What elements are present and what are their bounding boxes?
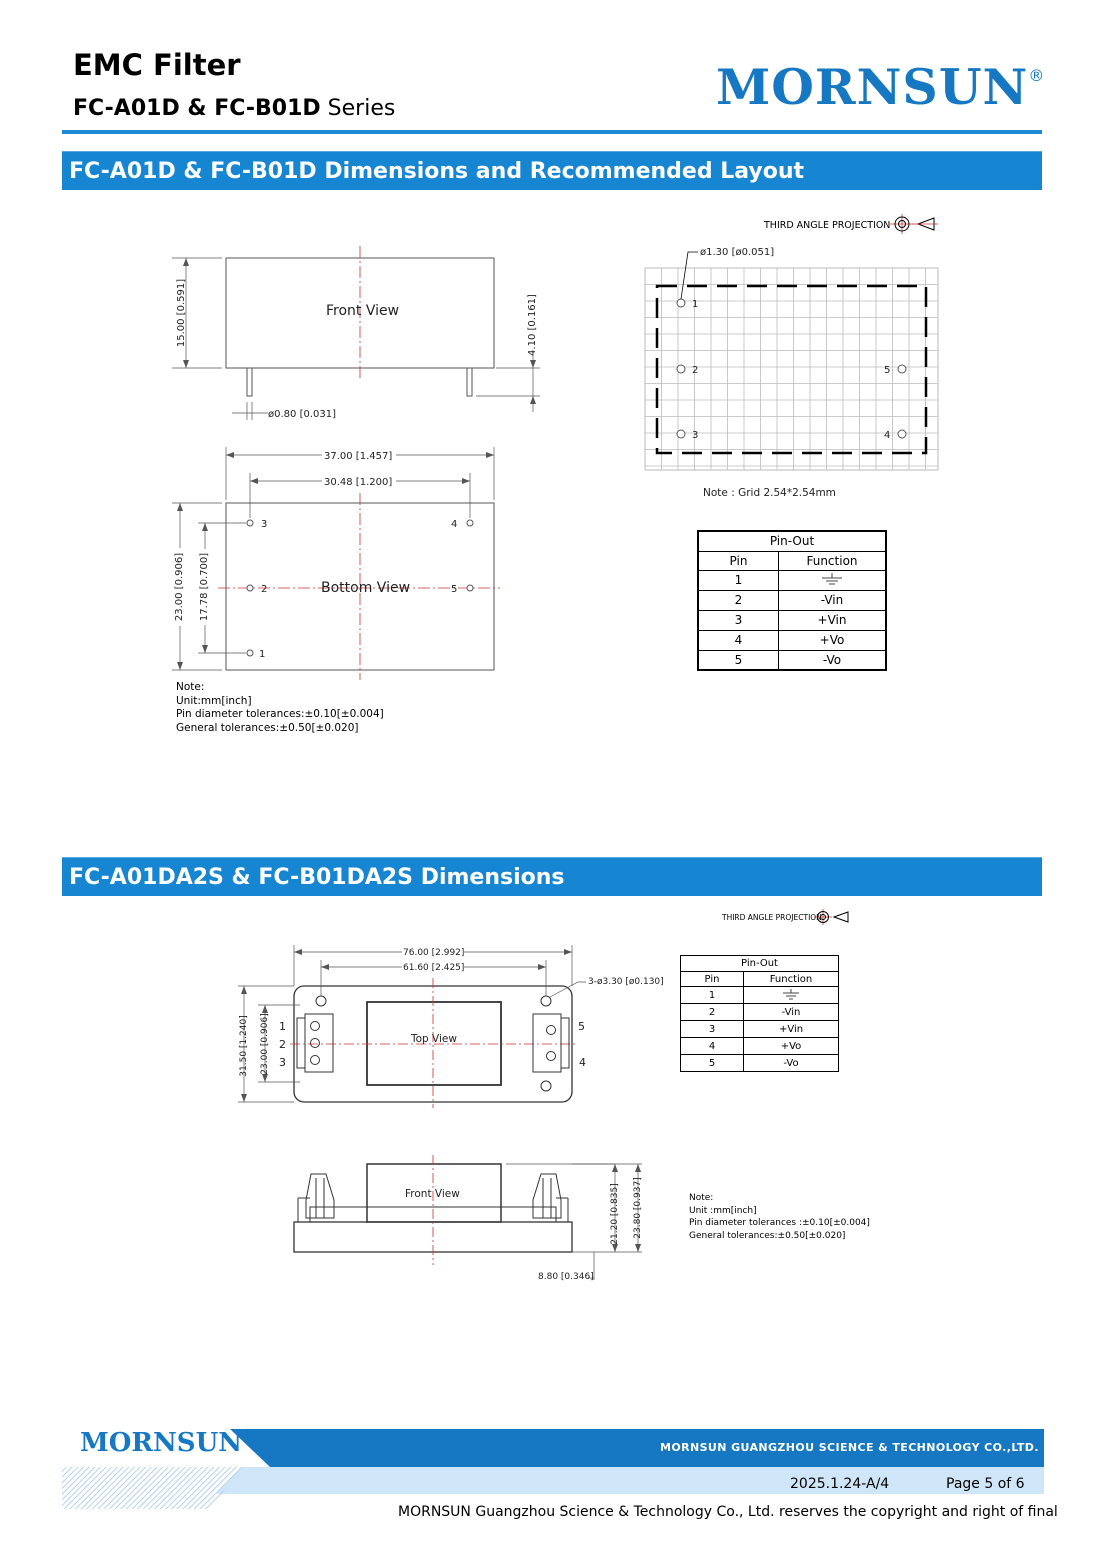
top-view-drawing: [238, 945, 664, 1108]
dim-holes: 3-ø3.30 [ø0.130]: [588, 977, 664, 987]
function-cell: -Vo: [744, 1055, 839, 1072]
dim-pin-depth: 17.78 [0.700]: [199, 552, 210, 622]
table-row: [681, 987, 839, 1004]
pinout-header-pin: Pin: [698, 551, 779, 570]
ground-icon: [820, 572, 844, 586]
table-row: [698, 630, 886, 650]
doc-title: EMC Filter: [73, 48, 241, 82]
pin-cell: 4: [698, 630, 779, 650]
function-cell: [744, 987, 839, 1004]
bottom-view-drawing: [172, 447, 500, 680]
projection-symbol-icon: [890, 214, 938, 234]
dim-height: 15.00 [0.591]: [176, 278, 187, 348]
footer-brand-name: MORNSUN: [80, 1428, 243, 1458]
dim-pin-span: 30.48 [1.200]: [324, 477, 393, 488]
pin-cell: 1: [681, 987, 744, 1004]
grid-note: Note : Grid 2.54*2.54mm: [703, 487, 836, 499]
layout-pin-4: 4: [884, 430, 891, 441]
function-cell: [779, 570, 887, 590]
function-cell: +Vin: [744, 1021, 839, 1038]
layout-pin-1: 1: [692, 299, 699, 310]
note-line: Note:: [689, 1193, 714, 1203]
dim-width: 37.00 [1.457]: [324, 451, 393, 462]
pinout-header-function: Function: [779, 551, 887, 570]
pin-cell: 4: [681, 1038, 744, 1055]
note-line: General tolerances:±0.50[±0.020]: [176, 721, 359, 734]
top-pin-1: 1: [279, 1020, 286, 1033]
note-line: Unit :mm[inch]: [689, 1205, 757, 1216]
layout-pin-2: 2: [692, 365, 699, 376]
top-pin-3: 3: [279, 1056, 286, 1069]
pinout-header-pin: Pin: [681, 972, 744, 987]
pin-cell: 3: [681, 1021, 744, 1038]
dim-pin-diameter: ø0.80 [0.031]: [268, 409, 336, 420]
front-view-2-drawing: [294, 1155, 643, 1282]
pin-cell: 5: [681, 1055, 744, 1072]
pin-cell: 3: [698, 610, 779, 630]
note-line: Pin diameter tolerances:±0.10[±0.004]: [176, 708, 384, 721]
dim-base: 8.80 [0.346]: [538, 1272, 594, 1282]
projection-symbol-2-icon: [814, 909, 848, 925]
pinout-table-2: [680, 955, 839, 1072]
pin-cell: 1: [698, 570, 779, 590]
pin-cell: 2: [698, 590, 779, 610]
layout-grid: [645, 247, 938, 470]
layout-pin-3: 3: [692, 430, 699, 441]
dim-total-height: 23.80 [0.937]: [633, 1177, 643, 1239]
table-row: [698, 650, 886, 670]
function-cell: -Vin: [744, 1004, 839, 1021]
hole-diameter-label: ø1.30 [ø0.051]: [700, 247, 775, 258]
dim-body-height: 21.20 [0.835]: [610, 1183, 620, 1245]
bottom-view-label: Bottom View: [321, 580, 411, 596]
note-line: Pin diameter tolerances :±0.10[±0.004]: [689, 1218, 870, 1229]
dim-hole-span: 61.60 [2.425]: [403, 963, 465, 973]
table-row: [681, 1021, 839, 1038]
pinout-title: Pin-Out: [681, 956, 839, 972]
section-1-title: FC-A01D & FC-B01D Dimensions and Recommended Layout: [62, 151, 1042, 190]
ground-icon: [781, 988, 801, 1000]
section-2-title: FC-A01DA2S & FC-B01DA2S Dimensions: [62, 857, 1042, 896]
series-name: FC-A01D & FC-B01D: [73, 96, 321, 121]
projection-label-2: THIRD ANGLE PROJECTION: [722, 913, 822, 922]
note-line: General tolerances:±0.50[±0.020]: [689, 1230, 846, 1241]
table-row: [681, 1004, 839, 1021]
dim-width-2: 76.00 [2.992]: [403, 948, 465, 958]
function-cell: +Vo: [744, 1038, 839, 1055]
pin-cell: 5: [698, 650, 779, 670]
front-view-label: Front View: [326, 303, 400, 319]
pinout-title: Pin-Out: [698, 531, 886, 551]
dim-depth: 23.00 [0.906]: [174, 552, 185, 622]
brand-name: MORNSUN: [716, 58, 1029, 116]
dim-pin-length: 4.10 [0.161]: [527, 294, 538, 356]
dim-inner-depth: 23.00 [0.906]: [260, 1013, 270, 1075]
table-row: [681, 1038, 839, 1055]
top-view-label: Top View: [411, 1033, 457, 1045]
note-line: Unit:mm[inch]: [176, 694, 252, 707]
bottom-pin-1: 1: [259, 649, 266, 660]
bottom-pin-4: 4: [451, 519, 458, 530]
function-cell: -Vin: [779, 590, 887, 610]
pinout-table-1: [697, 530, 887, 671]
pinout-header-function: Function: [744, 972, 839, 987]
table-row: [698, 590, 886, 610]
bottom-pin-5: 5: [451, 584, 458, 595]
table-row: [681, 1055, 839, 1072]
front-view-2-label: Front View: [405, 1188, 460, 1200]
footer-copyright: MORNSUN Guangzhou Science & Technology Co., Ltd. reserves the copyright and right of final: [398, 1504, 1058, 1520]
projection-label: THIRD ANGLE PROJECTION: [764, 220, 891, 231]
dim-depth-2: 31.50 [1.240]: [239, 1015, 249, 1077]
footer-registered-mark: ®: [242, 1428, 253, 1439]
top-pin-4: 4: [579, 1056, 586, 1069]
table-row: [698, 610, 886, 630]
table-row: [698, 570, 886, 590]
function-cell: +Vin: [779, 610, 887, 630]
top-pin-2: 2: [279, 1038, 286, 1051]
bottom-pin-3: 3: [261, 519, 268, 530]
footer-company: MORNSUN GUANGZHOU SCIENCE & TECHNOLOGY CO.,LTD.: [660, 1441, 1039, 1454]
footer-version: 2025.1.24-A/4: [790, 1476, 890, 1492]
series-suffix: Series: [320, 96, 396, 121]
page-number: Page 5 of 6: [946, 1476, 1025, 1492]
footer-brand-logo: [80, 1428, 252, 1458]
bottom-pin-2: 2: [261, 584, 268, 595]
function-cell: +Vo: [779, 630, 887, 650]
layout-pin-5: 5: [884, 365, 891, 376]
top-pin-5: 5: [578, 1020, 585, 1033]
note-line: Note:: [176, 681, 205, 693]
registered-mark: ®: [1028, 66, 1046, 85]
notes-1: [176, 681, 384, 736]
function-cell: -Vo: [779, 650, 887, 670]
notes-2: [689, 1192, 870, 1242]
pin-cell: 2: [681, 1004, 744, 1021]
front-view-drawing: [172, 246, 540, 420]
